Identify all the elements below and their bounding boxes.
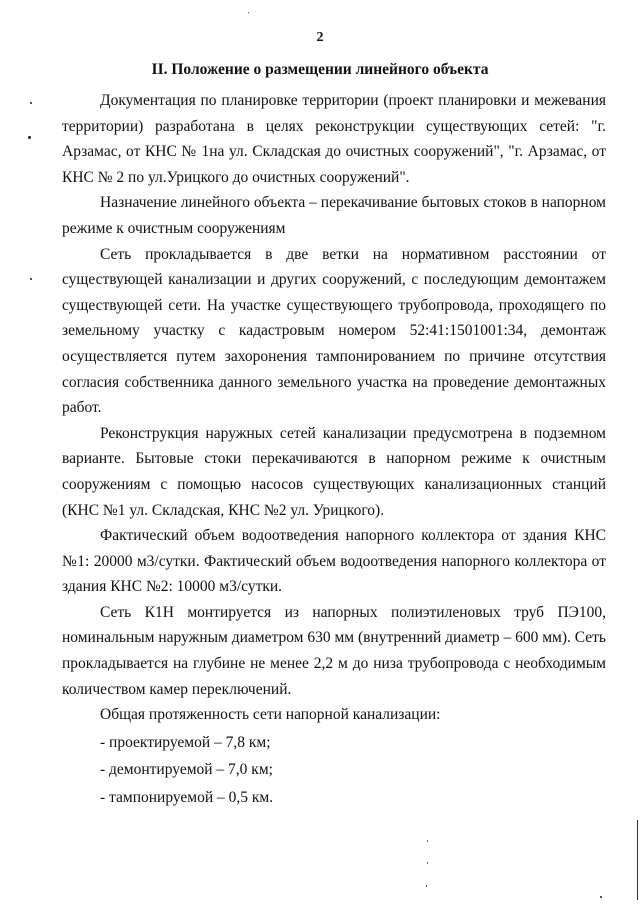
section-heading: II. Положение о размещении линейного объекта — [151, 61, 489, 78]
scan-speck — [28, 136, 31, 139]
scan-speck — [427, 840, 428, 842]
scan-speck — [248, 12, 249, 13]
paragraph-total-length: Общая протяженность сети напорной канализации: — [100, 706, 441, 724]
list-item-dismantled: - демонтируемой – 7,0 км; — [100, 761, 273, 779]
document-body — [62, 88, 606, 811]
scan-edge-line — [637, 820, 638, 900]
scan-speck — [600, 896, 602, 898]
list-item-plugged: - тампонируемой – 0,5 км. — [100, 789, 274, 807]
paragraph-routing: Сеть прокладывается в две ветки на нормативном расстоянии от существующей канализации и других сооружений, с последующим демонтажем существующей сети. На участке существующего трубопровода, проходящего по земельному участку с кадастровым номером 52:41:1501001:34, демонтаж осуществляется путем захоронения тампонированием по причине отсутствия согласия собственника данного земельного участка на проведение демонтажных работ. — [62, 245, 606, 417]
page-number: 2 — [316, 30, 324, 45]
paragraph-designation: Назначение линейного объекта – перекачивание бытовых стоков в напорном режиме к очистным сооружениям — [62, 194, 606, 237]
scan-speck — [426, 885, 427, 887]
paragraph-volume: Фактический объем водоотведения напорного коллектора от здания КНС №1: 20000 м3/сутки. Фактический объем водоотведения напорного коллектора от здания КНС №2: 10000 м3/сутки. — [62, 527, 606, 596]
paragraph-pipes: Сеть К1Н монтируется из напорных полиэтиленовых труб ПЭ100, номинальным наружным диаметром 630 мм (внутренний диаметр – 600 мм). Сеть прокладывается на глубине не менее 2,2 м до низа трубопровода с необходимым количеством камер переключений. — [62, 603, 606, 698]
scan-speck — [427, 862, 428, 864]
paragraph-purpose: Документация по планировке территории (проект планировки и межевания территории) разработана в целях реконструкции существующих сетей: "г. Арзамас, от КНС № 1на ул. Складская до очистных сооружений", "г. Арзамас, от КНС № 2 по ул.Урицкого до очистных сооружений". — [62, 92, 606, 186]
scan-speck — [30, 278, 32, 280]
list-item-designed: - проектируемой – 7,8 км; — [100, 733, 271, 751]
scan-speck — [30, 102, 32, 104]
paragraph-reconstruction: Реконструкция наружных сетей канализации предусмотрена в подземном варианте. Бытовые стоки перекачиваются в напорном режиме к очистным сооружениям с помощью насосов существующих канализационных станций (КНС №1 ул. Складская, КНС №2 ул. Урицкого). — [62, 424, 606, 519]
